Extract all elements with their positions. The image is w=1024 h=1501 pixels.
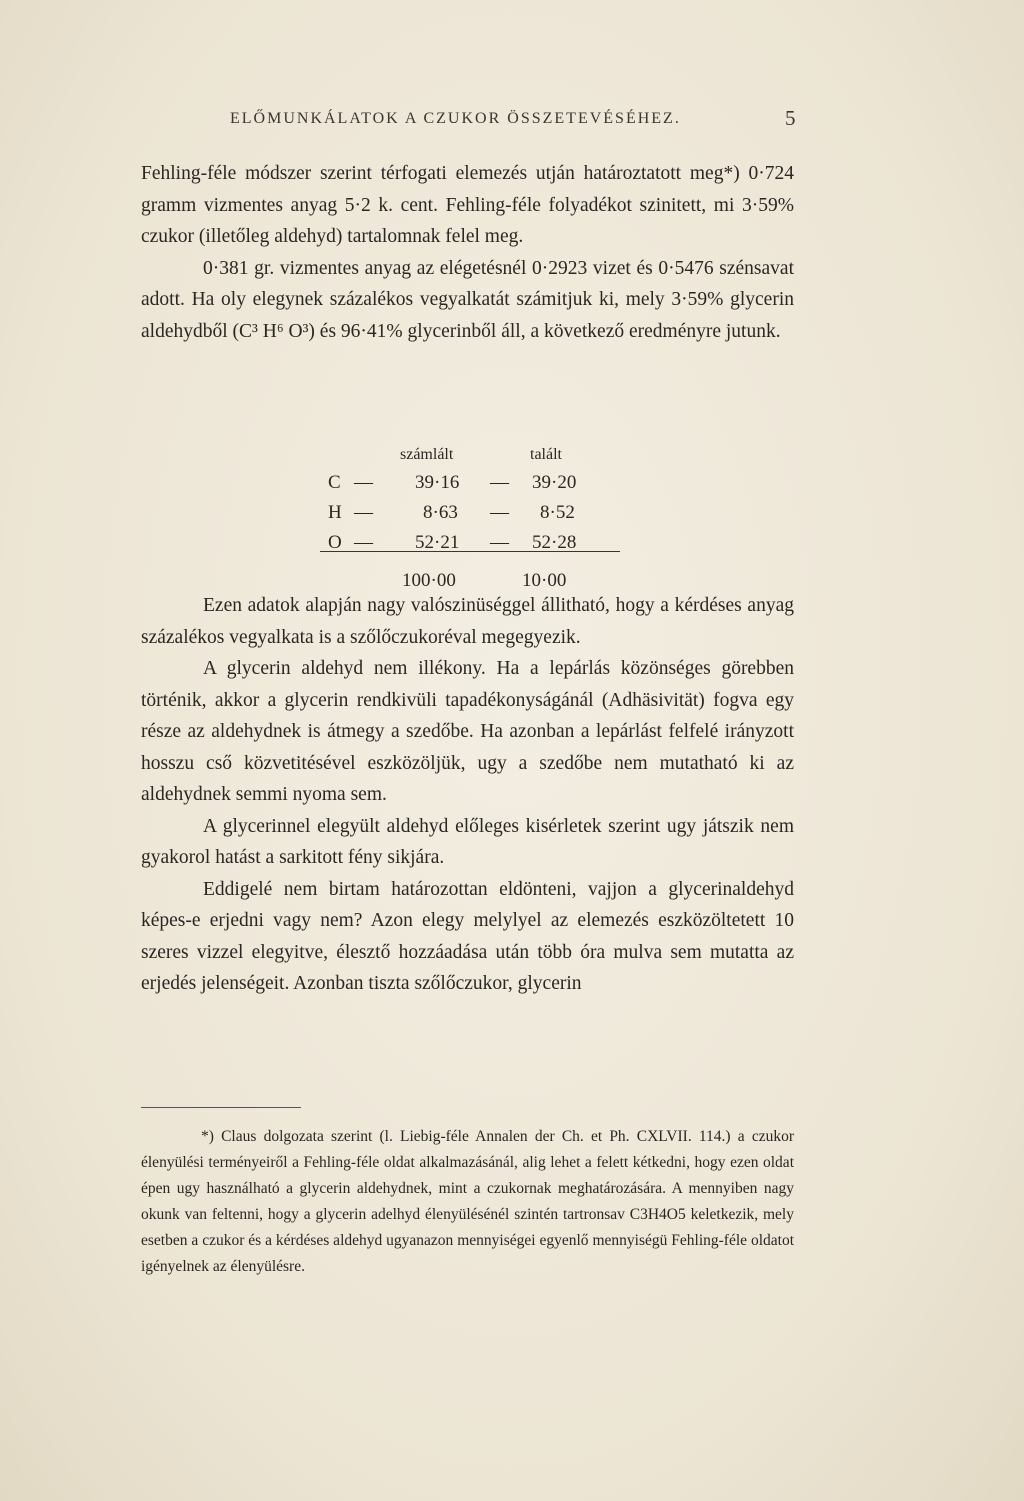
sum-rule: [320, 551, 620, 552]
paragraph-3: Ezen adatok alapján nagy valószinüséggel állitható, hogy a kérdéses anyag százalékos vegyalkata is a szőlőczukoréval megegyezik.: [141, 595, 794, 648]
computed-value: 39·16: [415, 472, 460, 493]
paragraph-2: 0·381 gr. vizmentes anyag az elégetésnél 0·2923 vizet és 0·5476 szénsavat adott. Ha oly elegynek százalékos vegyalkatát számitjuk ki, mely 3·59% glycerin aldehydből (C³ H⁶ O³) és 96·41% glycerinből áll, a következő eredményre jutunk.: [141, 257, 794, 342]
found-value: 8·52: [540, 502, 575, 523]
footnote-rule: [141, 1107, 301, 1108]
total-found: 10·00: [522, 570, 567, 591]
footnote-text: *) Claus dolgozata szerint (l. Liebig-féle Annalen der Ch. et Ph. CXLVII. 114.) a czukor élenyülési terményeiről a Fehling-féle oldat alkalmazásánál, alig lehet a felett kétkedni, hogy ezen oldat épen ugy használható a glycerin aldehydnek, mint a czukornak meghatározására. A mennyiben nagy okunk van feltenni, hogy a glycerin adelhyd élenyülésénél szintén tartronsav C3H4O5 keletkezik, mely esetben a czukor és a kérdéses aldehyd ugyanazon mennyiségei egyenlő mennyiségü Fehling-féle oldatot igényelnek az élenyülésre.: [141, 1128, 794, 1275]
running-title: ELŐMUNKÁLATOK A CZUKOR ÖSSZETEVÉSÉHEZ.: [230, 110, 681, 127]
dash: —: [354, 502, 373, 523]
dash: —: [354, 472, 373, 493]
element-label: H: [328, 502, 342, 523]
header-found: talált: [530, 446, 562, 463]
dash: —: [354, 532, 373, 553]
total-computed: 100·00: [402, 570, 456, 591]
found-value: 52·28: [532, 532, 577, 553]
computed-value: 52·21: [415, 532, 460, 553]
footnote: [141, 1124, 794, 1280]
analysis-table: [320, 446, 620, 600]
dash: —: [490, 472, 509, 493]
table-header: [320, 446, 620, 472]
paragraph-4: A glycerin aldehyd nem illékony. Ha a lepárlás közönséges görebben történik, akkor a glycerin rendkivüli tapadékonyságánál (Adhäsivität) fogva egy része az aldehydnek is átmegy a szedőbe. Ha azonban a lepárlást felfelé irányzott hosszu cső közvetitésével eszközöljük, ugy a szedőbe nem mutatható ki az aldehydnek semmi nyoma sem.: [141, 658, 794, 805]
paragraph-6: Eddigelé nem birtam határozottan eldönteni, vajjon a glycerinaldehyd képes-e erjedni vagy nem? Azon elegy melylyel az elemezés eszközöltetett 10 szeres vizzel elegyitve, élesztő hozzáadása után több óra mulva sem mutatta az erjedés jelenségeit. Azonban tiszta szőlőczukor, glycerin: [141, 878, 794, 994]
paragraph-5: A glycerinnel elegyült aldehyd előleges kisérletek szerint ugy játszik nem gyakorol hatást a sarkitott fény sikjára.: [141, 815, 794, 868]
page-number: 5: [785, 106, 796, 130]
table-row-o: [320, 532, 620, 562]
page-header: [0, 106, 1024, 140]
found-value: 39·20: [532, 472, 577, 493]
body-text-continued: [141, 590, 794, 1000]
dash: —: [490, 502, 509, 523]
header-computed: számlált: [400, 446, 454, 463]
table-row-h: [320, 502, 620, 532]
dash: —: [490, 532, 509, 553]
table-row-c: [320, 472, 620, 502]
paragraph-1: Fehling-féle módszer szerint térfogati elemezés utján határoztatott meg*) 0·724 gramm vizmentes anyag 5·2 k. cent. Fehling-féle folyadékot szinitett, mi 3·59% czukor (illetőleg aldehyd) tartalomnak felel meg.: [141, 163, 794, 247]
computed-value: 8·63: [423, 502, 458, 523]
body-text: [141, 158, 794, 347]
element-label: O: [328, 532, 342, 553]
element-label: C: [328, 472, 341, 493]
